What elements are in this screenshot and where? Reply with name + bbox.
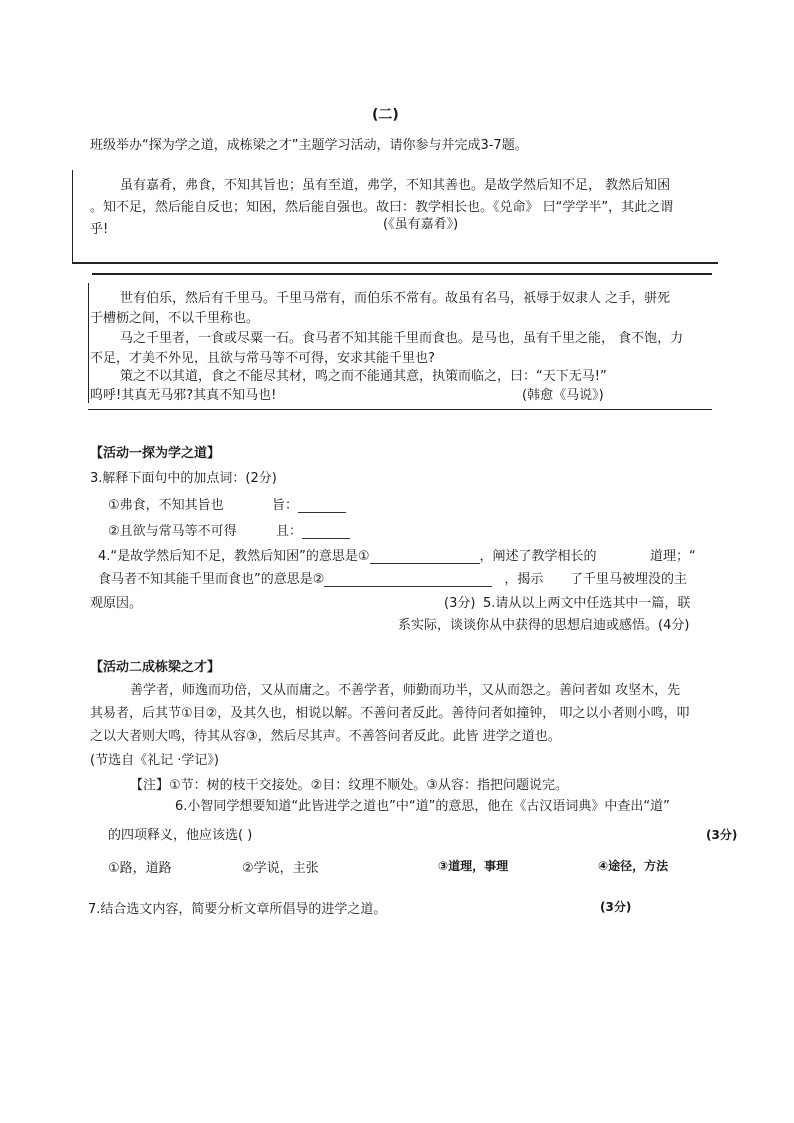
q4-line2-tail: 了千里马被埋没的主 [570, 572, 688, 587]
q4-prefix: 4.“是故学然后知不足，教然后知困”的意思是① [98, 549, 370, 564]
intro-text: 班级举办“探为学之道，成栋梁之才”主题学习活动，请你参与并完成3-7题。 [90, 138, 528, 153]
q3-item-2-text: ②且欲与常马等不可得 [108, 524, 237, 539]
passage2-line-1: 世有伯乐，然后有千里马。千里马常有，而伯乐不常有。故虽有名马，祇辱于奴隶人 之手，骈死 [120, 291, 671, 306]
q6-option-1[interactable]: ①路，道路 [108, 861, 172, 876]
passage2-source: (韩愈《马说》) [522, 388, 604, 403]
q3-item-2-answer [276, 520, 350, 539]
q4-mid: ，阐述了教学相长的 [479, 549, 597, 564]
q4-answer-blank-2[interactable] [324, 572, 492, 587]
question-6-line-2: 的四项释义，他应该选( ) [108, 828, 253, 843]
q3-answer-blank-2[interactable] [302, 524, 350, 539]
passage2-top-border [92, 273, 712, 275]
q3-item-2 [108, 520, 237, 539]
passage1-line-2: 。知不足，然后能自反也；知困，然后能自强也。故曰：教学相长也。《兑命》 曰“学学半”，其此之谓 [90, 200, 674, 215]
passage2-line-6: 呜呼!其真无马邪?其真不知马也! [90, 388, 277, 403]
q3-item-1 [108, 494, 224, 513]
q4-line2-prefix: 食马者不知其能千里而食也”的意思是② [98, 572, 325, 587]
activity2-source: (节选自《礼记 ·学记》) [90, 753, 219, 768]
passage2-line-3: 马之千里者，一食或尽粟一石。食马者不知其能千里而食也。是马也，虽有千里之能， 食不饱，力 [120, 331, 684, 346]
q4-line2-mid: ，揭示 [504, 572, 544, 587]
passage2-line-2: 于槽枥之间，不以千里称也。 [90, 311, 260, 326]
q7-score: (3分) [600, 900, 632, 914]
passage2-bottom-border [88, 409, 712, 410]
passage2-left-border [88, 283, 89, 403]
section-title: (二) [372, 107, 399, 123]
activity2-passage-line-1: 善学者，师逸而功倍，又从而庸之。不善学者，师勤而功半，又从而怨之。善问者如 攻坚木，先 [130, 683, 681, 698]
question-5-line-2: 系实际，谈谈你从中获得的思想启迪或感悟。(4分) [398, 618, 690, 633]
passage1-line-1: 虽有嘉肴，弗食，不知其旨也；虽有至道，弗学，不知其善也。是故学然后知不足， 教然后知困 [120, 178, 671, 193]
q3-answer-blank-1[interactable] [298, 498, 346, 513]
activity2-passage-line-3: 之以大者则大鸣，待其从容③，然后尽其声。不善答问者反此。此皆 进学之道也。 [90, 729, 561, 744]
passage2-line-4: 不足，才美不外见，且欲与常马等不可得，安求其能千里也? [90, 351, 435, 366]
q3-item-1-text: ①弗食，不知其旨也 [108, 498, 224, 513]
q3-item-1-answer [272, 494, 346, 513]
passage1-line-3: 乎! [90, 222, 109, 237]
q6-option-2[interactable]: ②学说，主张 [242, 861, 319, 876]
q3-item-1-label: 旨： [272, 498, 299, 513]
question-4-line-1 [98, 545, 597, 564]
question-3: 3.解释下面句中的加点词：(2分) [90, 471, 277, 486]
passage1-left-border [72, 170, 73, 262]
q6-score: (3分) [706, 828, 738, 842]
passage1-bottom-border [72, 262, 718, 264]
question-5: 5.请从以上两文中任选其中一篇，联 [483, 596, 691, 611]
passage1-source: (《虽有嘉肴》) [383, 217, 459, 232]
question-6: 6.小智同学想要知道“此皆进学之道也”中“道”的意思，他在《古汉语词典》中查出“道” [175, 799, 670, 814]
q4-line-3: 观原因。 [90, 596, 143, 611]
activity1-title: 【活动一探为学之道】 [90, 446, 221, 461]
q3-item-2-label: 且： [276, 524, 303, 539]
question-4-line-2 [98, 568, 543, 587]
q6-option-3[interactable]: ③道理，事理 [438, 859, 509, 873]
question-7: 7.结合选文内容，简要分析文章所倡导的进学之道。 [88, 902, 387, 917]
passage2-line-5: 策之不以其道，食之不能尽其材，鸣之而不能通其意，执策而临之，曰：“天下无马!” [120, 369, 607, 384]
q4-tail: 道理；“ [650, 549, 696, 564]
q6-option-4[interactable]: ④途径，方法 [598, 859, 669, 873]
activity2-passage-line-2: 其易者，后其节①目②，及其久也，相说以解。不善问者反此。善待问者如撞钟， 叩之以小者则小鸣，叩 [90, 706, 690, 721]
q4-answer-blank-1[interactable] [370, 549, 480, 564]
annotation-note: 【注】①节：树的枝干交接处。②目：纹理不顺处。③从容：指把问题说完。 [130, 778, 568, 793]
activity2-title: 【活动二成栋梁之才】 [90, 660, 221, 675]
q4-score: (3分) [444, 596, 476, 611]
